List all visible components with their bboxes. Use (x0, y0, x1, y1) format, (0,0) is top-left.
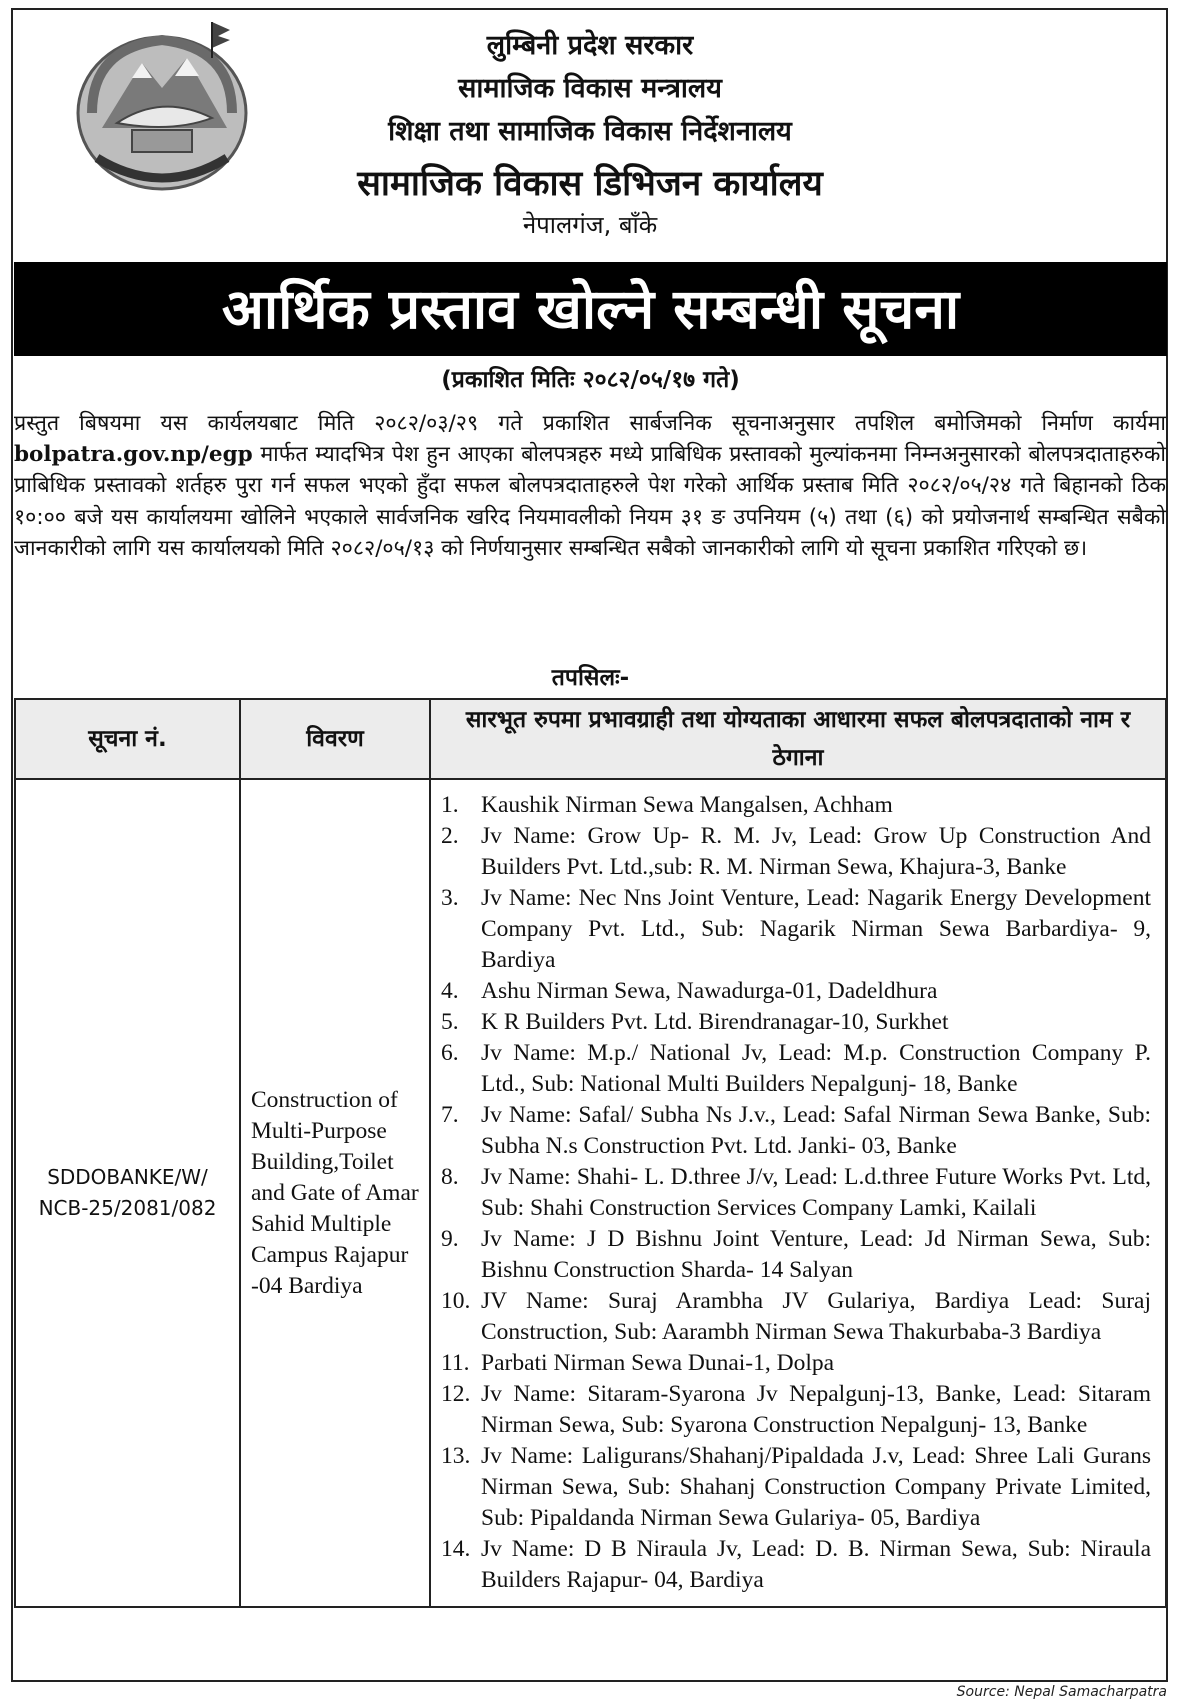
bidder-number: 5. (441, 1009, 459, 1035)
list-item (441, 1007, 1151, 1038)
list-item (441, 1100, 1151, 1162)
office-name: सामाजिक विकास डिभिजन कार्यालय (357, 164, 823, 204)
bidder-number: 1. (441, 792, 459, 818)
bidder-number: 9. (441, 1226, 459, 1252)
tapasil-heading: तपसिलः- (551, 665, 630, 691)
list-item (441, 790, 1151, 821)
bidder-text: Kaushik Nirman Sewa Mangalsen, Achham (481, 792, 893, 818)
province-name: लुम्बिनी प्रदेश सरकार (486, 30, 694, 61)
ministry-name: सामाजिक विकास मन्त्रालय (458, 73, 722, 104)
list-item (441, 883, 1151, 976)
bidder-number: 7. (441, 1102, 459, 1128)
bidder-text: Jv Name: D B Niraula Jv, Lead: D. B. Nirman Sewa, Sub: Niraula Builders Rajapur- 04, Bardiya (481, 1536, 1151, 1593)
table-row (15, 779, 1166, 1607)
body-text-after-link: मार्फत म्यादभित्र पेश हुन आएका बोलपत्रहरु मध्ये प्राबिधिक प्रस्तावको मुल्यांकनमा निम्नअनुसारको बोलपत्रदाताहरुको प्राबिधिक प्रस्तावको शर्तहरु पुरा गर्न सफल भएको हुँदा सफल बोलपत्रदाताहरुले पेश गरेको आर्थिक प्रस्ताब मिति २०८२/०५/२४ गते बिहानको ठिक १०:०० बजे यस कार्यालयमा खोलिने भएकाले सार्वजनिक खरिद नियमावलीको नियम ३१ ङ उपनियम (५) तथा (६) को प्रयोजनार्थ सम्बन्धित सबैको जानकारीको लागि यस कार्यालयको मिति २०८२/०५/१३ को निर्णयानुसार सम्बन्धित सबैको जानकारीको लागि यो सूचना प्रकाशित गरिएको छ। (14, 442, 1166, 561)
nepal-emblem-icon (62, 18, 262, 203)
header-description: विवरण (240, 699, 430, 779)
list-item (441, 1224, 1151, 1286)
bidder-text: Jv Name: J D Bishnu Joint Venture, Lead: Jd Nirman Sewa, Sub: Bishnu Construction Sharda- 14 Salyan (481, 1226, 1151, 1283)
office-city: नेपालगंज, बाँके (522, 211, 658, 239)
bidder-number: 2. (441, 823, 459, 849)
bidder-table (14, 698, 1167, 1608)
bidder-text: Jv Name: Sitaram-Syarona Jv Nepalgunj-13, Banke, Lead: Sitaram Nirman Sewa, Sub: Syarona Construction Nepalgunj- 13, Banke (481, 1381, 1151, 1438)
header (250, 24, 930, 241)
bidder-number: 11. (441, 1350, 470, 1376)
work-description: Construction of Multi-Purpose Building,Toilet and Gate of Amar Sahid Multiple Campus Rajapur -04 Bardiya (240, 779, 430, 1607)
bidder-text: JV Name: Suraj Arambha JV Gulariya, Bardiya Lead: Suraj Construction, Sub: Aarambh Nirman Sewa Thakurbaba-3 Bardiya (481, 1288, 1151, 1345)
bidder-text: Parbati Nirman Sewa Dunai-1, Dolpa (481, 1350, 835, 1376)
list-item (441, 1286, 1151, 1348)
bidder-number: 8. (441, 1164, 459, 1190)
bidder-text: Jv Name: Nec Nns Joint Venture, Lead: Nagarik Energy Development Company Pvt. Ltd., Sub: Nagarik Nirman Sewa Barbardiya- 9, Bardiya (481, 885, 1151, 973)
list-item (441, 821, 1151, 883)
bidder-number: 10. (441, 1288, 471, 1314)
list-item (441, 1441, 1151, 1534)
notice-body (14, 408, 1166, 564)
list-item (441, 1348, 1151, 1379)
list-item (441, 1379, 1151, 1441)
publish-date: (प्रकाशित मितिः २०८२/०५/१७ गते) (441, 367, 740, 393)
bidder-text: Ashu Nirman Sewa, Nawadurga-01, Dadeldhura (481, 978, 938, 1004)
bolpatra-link[interactable]: bolpatra.gov.np/egp (14, 442, 253, 468)
table-header-row (15, 699, 1166, 779)
source-credit: Source: Nepal Samacharpatra (956, 1684, 1167, 1700)
list-item (441, 1534, 1151, 1596)
bidder-number: 4. (441, 978, 459, 1004)
header-notice-no: सूचना नं. (15, 699, 240, 779)
bidder-text: Jv Name: Safal/ Subha Ns J.v., Lead: Safal Nirman Sewa Banke, Sub: Subha N.s Construction Pvt. Ltd. Janki- 03, Banke (481, 1102, 1151, 1159)
body-text-before-link: प्रस्तुत बिषयमा यस कार्यलयबाट मिति २०८२/०३/२९ गते प्रकाशित सार्बजनिक सूचनाअनुसार तपशिल बमोजिमको निर्माण कार्यमा (14, 411, 1166, 436)
bidder-number: 6. (441, 1040, 459, 1066)
bidder-text: K R Builders Pvt. Ltd. Birendranagar-10, Surkhet (481, 1009, 949, 1035)
list-item (441, 976, 1151, 1007)
bidder-text: Jv Name: Shahi- L. D.three J/v, Lead: L.d.three Future Works Pvt. Ltd, Sub: Shahi Construction Services Company Lamki, Kailali (481, 1164, 1151, 1221)
notice-title-banner: आर्थिक प्रस्ताव खोल्ने सम्बन्धी सूचना (14, 262, 1167, 356)
bidder-number: 3. (441, 885, 459, 911)
bidder-list (441, 790, 1151, 1596)
list-item (441, 1038, 1151, 1100)
directorate-name: शिक्षा तथा सामाजिक विकास निर्देशनालय (388, 116, 792, 147)
bidder-number: 13. (441, 1443, 471, 1469)
list-item (441, 1162, 1151, 1224)
bidder-cell (430, 779, 1166, 1607)
bidder-number: 12. (441, 1381, 471, 1407)
bidder-text: Jv Name: Laligurans/Shahanj/Pipaldada J.v, Lead: Shree Lali Gurans Nirman Sewa, Sub: Shahanj Construction Company Private Limited, Sub: Pipaldanda Nirman Sewa Gulariya- 05, Bardiya (481, 1443, 1151, 1531)
header-bidders: सारभूत रुपमा प्रभावग्राही तथा योग्यताका आधारमा सफल बोलपत्रदाताको नाम र ठेगाना (430, 699, 1166, 779)
notice-number: SDDOBANKE/W/ NCB-25/2081/082 (15, 779, 240, 1607)
bidder-text: Jv Name: M.p./ National Jv, Lead: M.p. Construction Company P. Ltd., Sub: National Multi Builders Nepalgunj- 18, Banke (481, 1040, 1151, 1097)
bidder-number: 14. (441, 1536, 471, 1562)
bidder-text: Jv Name: Grow Up- R. M. Jv, Lead: Grow Up Construction And Builders Pvt. Ltd.,sub: R. M. Nirman Sewa, Khajura-3, Banke (481, 823, 1151, 880)
